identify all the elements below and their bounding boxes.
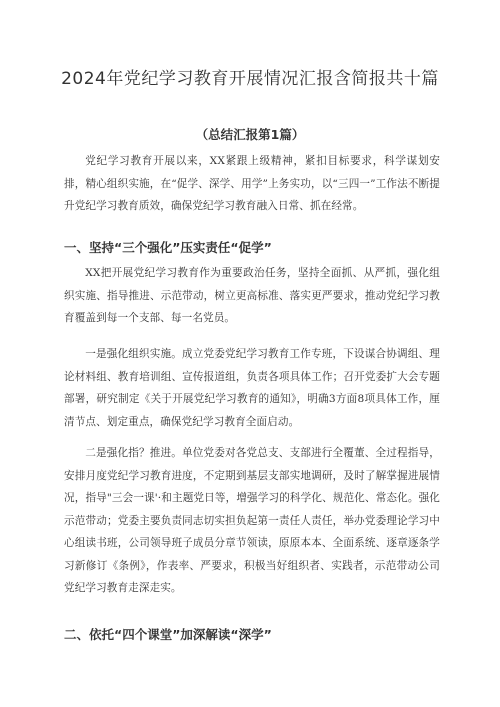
document-title: 2024年党纪学习教育开展情况汇报含简报共十篇 xyxy=(61,69,439,89)
intro-paragraph: 党纪学习教育开展以来，XX紧跟上级精神，紧扣目标要求，科学谋划安排，精心组织实施，在“促学、深学、用学”上务实功，以“三四一”工作法不断提升党纪学习教育质效，确保党纪学习教育融入日常、抓在经常。 xyxy=(64,155,440,212)
document-subtitle: （总结汇报第1篇） xyxy=(195,127,305,142)
section1-paragraph-3: 二是强化指？推进。单位党委对各党总支、支部进行全覆董、全过程指导，安排月度党纪学习教育进度，不定期到基层支部实地调研，及时了解掌握进展情况，指导"三会一课'·和主题党日等，增强学习的科学化、规范化、常态化。强化示范带动；党委主要负责同志切实担负起第一责任人责任，举办党委理论学习中心组读书班，公司领导班子成员分章节领读，原原本本、全面系统、逐章逐条学习新修订《条例》，作表率、严要求，积极当好组织者、实践者，示范带动公司党纪学习教育走深走实。 xyxy=(64,447,440,594)
section1-paragraph-1: XX把开展党纪学习教育作为重要政治任务，坚持全面抓、从严抓，强化组织实施、指导推进、示范带动，树立更高标准、落实更严要求，推动党纪学习教育覆盖到每一个支部、每一名党员。 xyxy=(64,267,440,324)
section-heading-2: 二、依托“四个课堂”加深解读“深学” xyxy=(64,627,272,642)
section-heading-1: 一、坚持“三个强化”压实责任“促学” xyxy=(64,240,272,255)
section1-paragraph-2: 一是强化组织实施。成立党委党纪学习教育工作专班，下设谋合协调组、理论材料组、教育培训组、宣传报道组，负责各项具体工作；召开党委扩大会专题部署，研究制定《关于开展党纪学习教育的通知》，明确3方面8项具体工作，厘清节点、划定重点，确保党纪学习教育全面启动。 xyxy=(64,348,440,428)
